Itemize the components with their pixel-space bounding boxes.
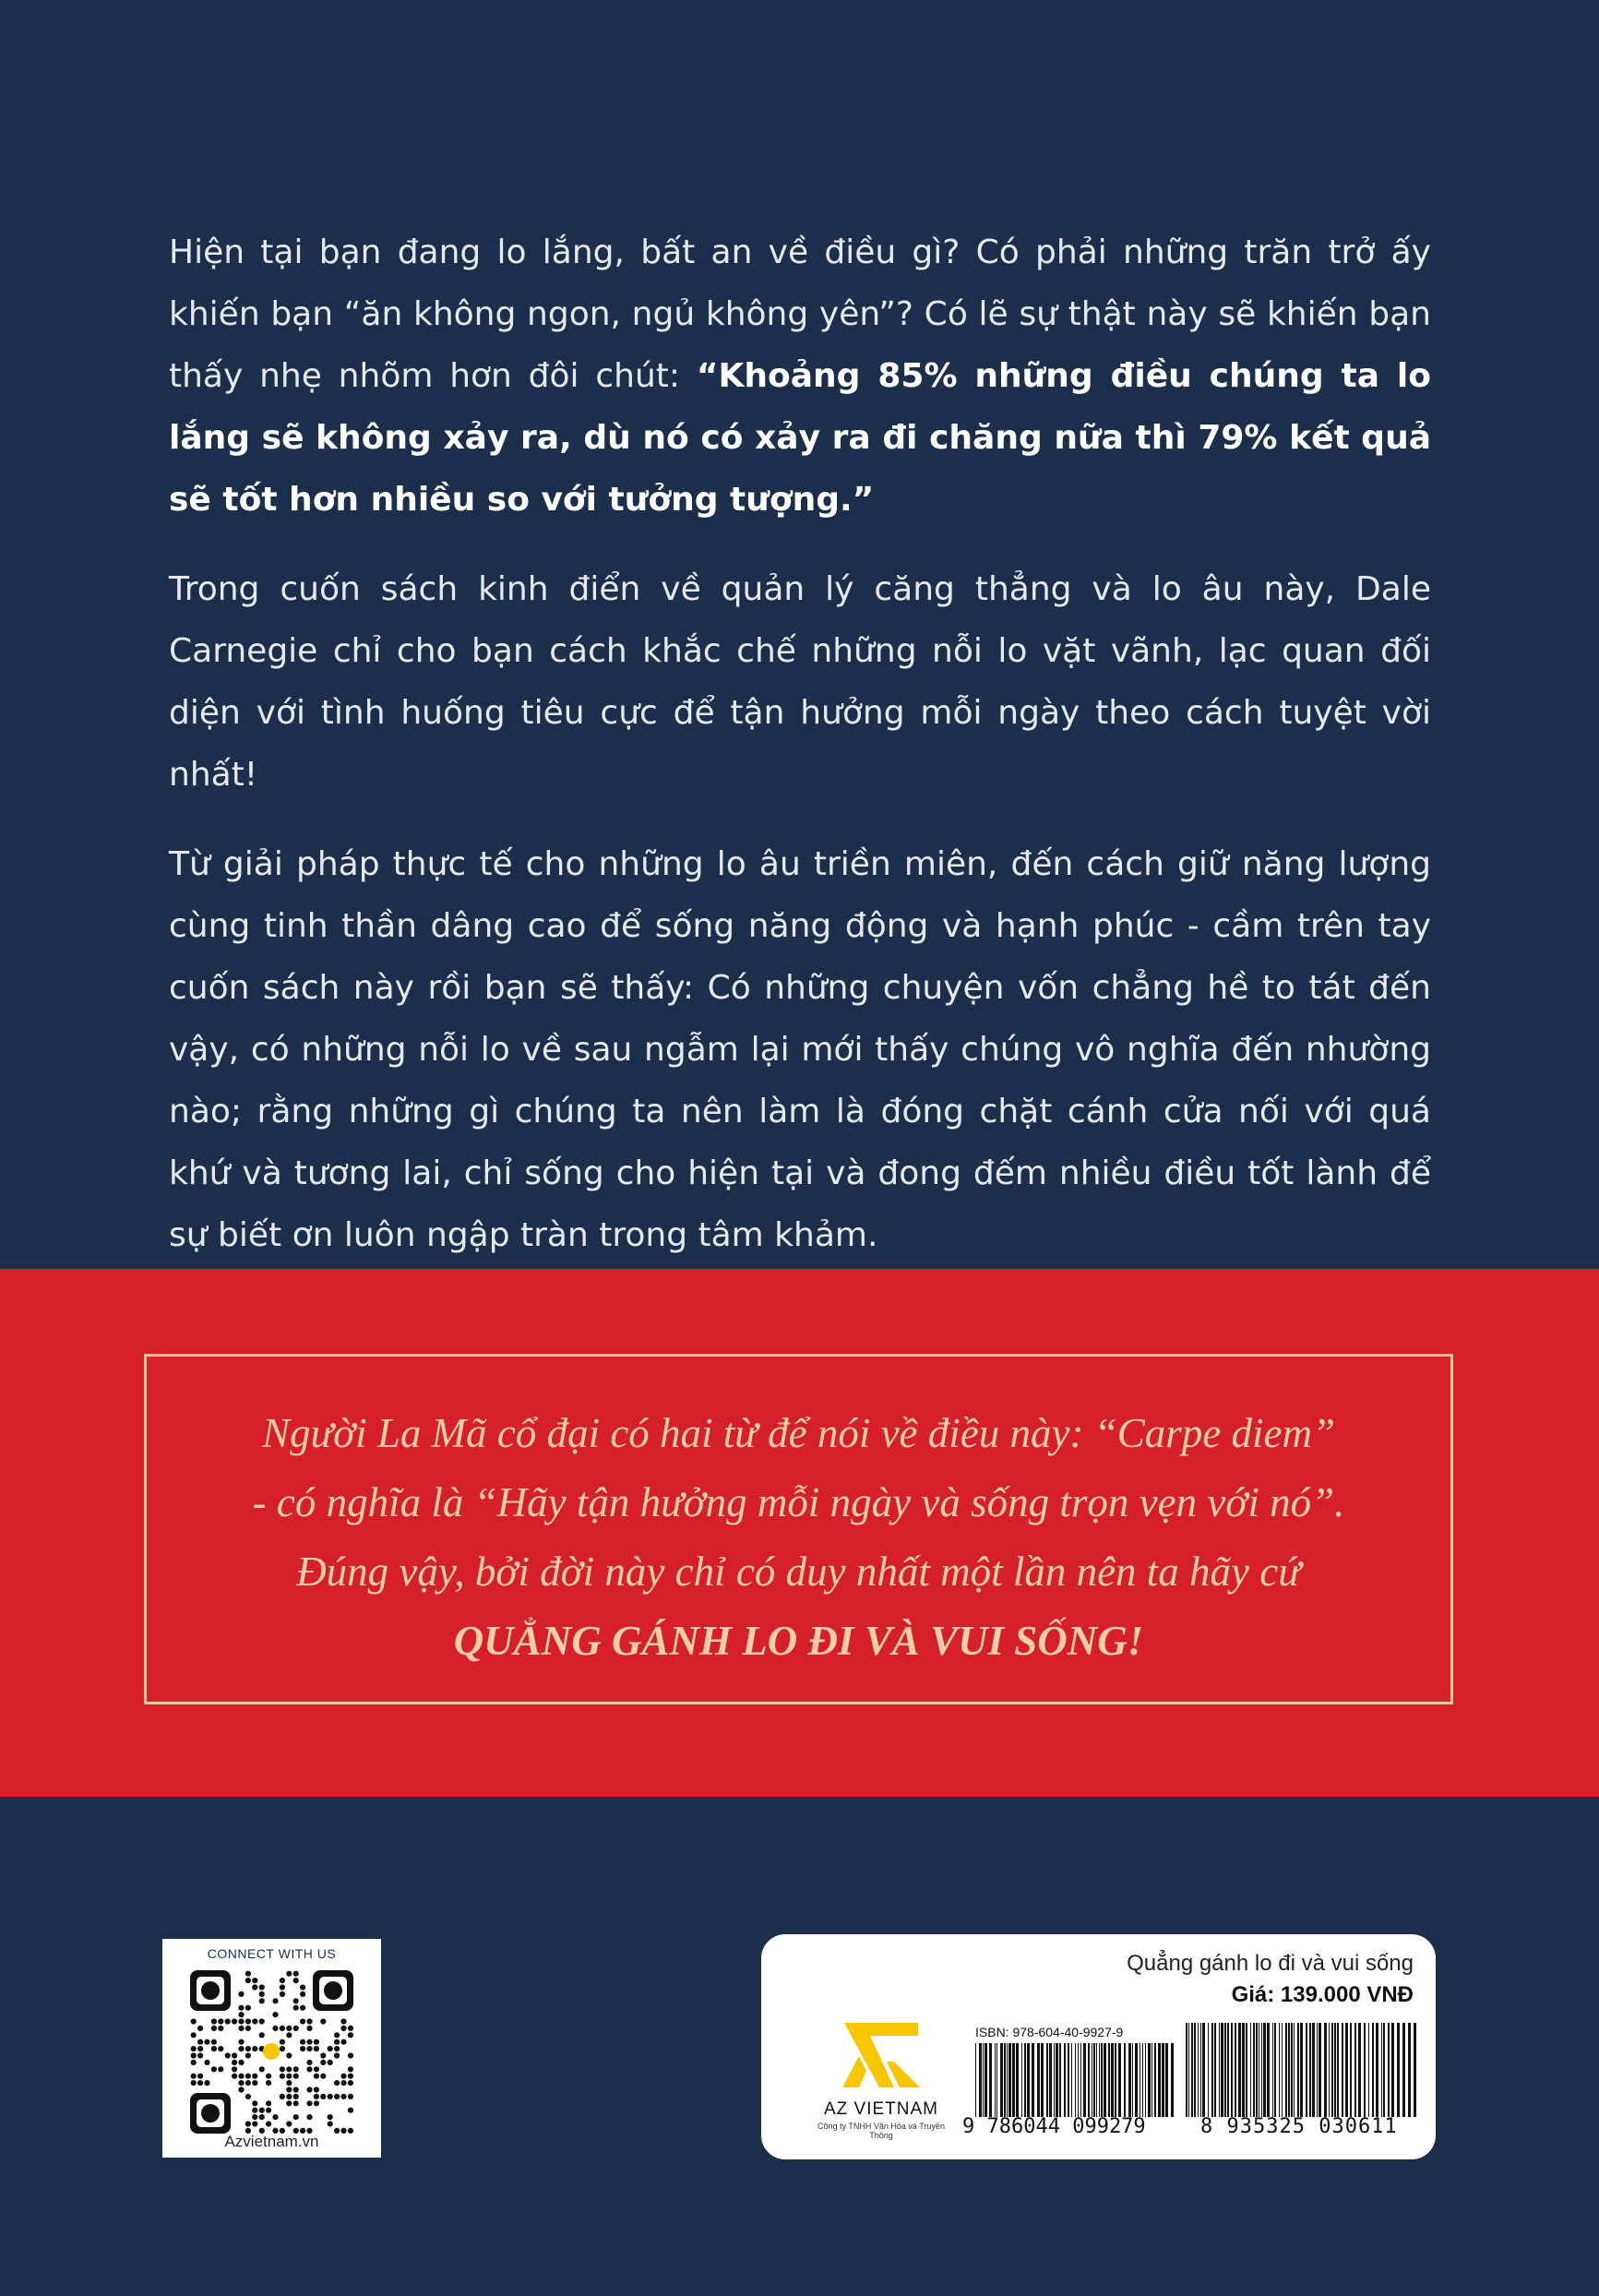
qr-top-label: CONNECT WITH US	[207, 1946, 337, 1961]
quote-line-3: Đúng vậy, bởi đời này chỉ có duy nhất một lần nên ta hãy cứ	[296, 1549, 1301, 1595]
book-title: Quẳng gánh lo đi và vui sống	[1127, 1951, 1414, 1976]
qr-code-icon[interactable]	[190, 1970, 353, 2134]
blurb-intro: Hiện tại bạn đang lo lắng, bất an về điều gì? Có phải những trăn trở ấy khiến bạn “ăn không ngon, ngủ không yên”? Có lẽ sự thật này sẽ khiến bạn thấy nhẹ nhõm hơn đôi chút:	[169, 233, 1431, 395]
quote-line-4: QUẲNG GÁNH LO ĐI VÀ VUI SỐNG!	[453, 1618, 1144, 1664]
quote-frame	[144, 1354, 1453, 1704]
book-price: Giá: 139.000 VNĐ	[1231, 1982, 1414, 2007]
product-barcode-digits: 8 935325 030611	[1200, 2115, 1398, 2138]
blurb-highlight-quote: “Khoảng 85% những điều chúng ta lo lắng sẽ không xảy ra, dù nó có xảy ra đi chăng nữa thì 79% kết quả sẽ tốt hơn nhiều so với tưởng tượng.”	[169, 357, 1431, 519]
quote-line-1: Người La Mã cổ đại có hai từ để nói về điều này: “Carpe diem”	[262, 1410, 1335, 1456]
quote-band	[0, 1269, 1599, 1797]
isbn-barcode	[975, 2043, 1178, 2117]
az-vietnam-logo	[817, 2019, 946, 2140]
az-logo-icon	[839, 2019, 924, 2091]
publisher-name: AZ VIETNAM	[823, 2099, 938, 2119]
qr-bottom-label: Azvietnam.vn	[224, 2133, 319, 2150]
barcode-card	[761, 1934, 1436, 2159]
blurb-paragraph-2: Trong cuốn sách kinh điển về quản lý căng thẳng và lo âu này, Dale Carnegie chỉ cho bạn cách khắc chế những nỗi lo vặt vãnh, lạc quan đối diện với tình huống tiêu cực để tận hưởng mỗi ngày theo cách tuyệt vời nhất!	[169, 570, 1431, 794]
quote-line-2: - có nghĩa là “Hãy tận hưởng mỗi ngày và sống trọn vẹn với nó”.	[252, 1479, 1345, 1525]
blurb-paragraph-1	[169, 221, 1431, 531]
isbn-barcode-digits: 9 786044 099279	[962, 2115, 1146, 2138]
blurb-paragraph-3: Từ giải pháp thực tế cho những lo âu triền miên, đến cách giữ năng lượng cùng tinh thần dâng cao để sống năng động và hạnh phúc - cầm trên tay cuốn sách này rồi bạn sẽ thấy: Có những chuyện vốn chẳng hề to tát đến vậy, có những nỗi lo về sau ngẫm lại mới thấy chúng vô nghĩa đến nhường nào; rằng những gì chúng ta nên làm là đóng chặt cánh cửa nối với quá khứ và tương lai, chỉ sống cho hiện tại và đong đếm nhiều điều tốt lành để sự biết ơn luôn ngập tràn trong tâm khảm.	[169, 845, 1431, 1254]
product-barcode	[1186, 2023, 1416, 2117]
qr-card	[162, 1939, 381, 2158]
back-cover-blurb	[169, 221, 1431, 1294]
publisher-subtitle: Công ty TNHH Văn Hóa và Truyền Thông	[817, 2122, 945, 2140]
isbn-text: ISBN: 978-604-40-9927-9	[975, 2025, 1124, 2039]
quote-text	[147, 1399, 1450, 1676]
